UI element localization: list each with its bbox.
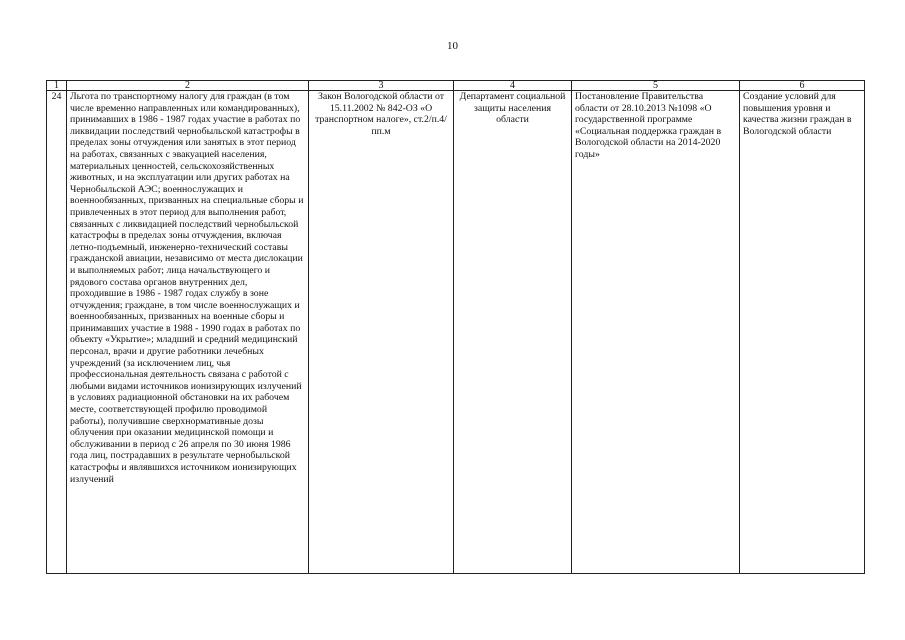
benefits-table <box>46 80 865 574</box>
legal-basis: Закон Вологодской области от 15.11.2002 № 842-ОЗ «О транспортном налоге», ст.2/п.4/пп.м <box>309 91 454 574</box>
header-col-5: 5 <box>572 81 740 91</box>
program-goal: Создание условий для повышения уровня и качества жизни граждан в Вологодской области <box>740 91 865 574</box>
header-col-3: 3 <box>309 81 454 91</box>
benefit-description: Льгота по транспортному налогу для граждан (в том числе временно направленных или командированных), принимавших в 1986 - 1987 годах участие в работах по ликвидации последствий чернобыльской катастрофы в пределах зоны отчуждения или занятых в этот период на работах, связанных с эвакуацией населения, материальных ценностей, сельскохозяйственных животных, и на эксплуатации или других работах на Чернобыльской АЭС; военнослужащих и военнообязанных, призванных на специальные сборы и привлеченных в этот период для выполнения работ, связанных с ликвидацией последствий чернобыльской катастрофы в пределах зоны отчуждения, включая летно-подъемный, инженерно-технический составы гражданской авиации, независимо от места дислокации и выполняемых работ; лица начальствующего и рядового состава органов внутренних дел, проходившие в 1986 - 1987 годах службу в зоне отчуждения; граждане, в том числе военнослужащих и военнообязанных, призванных на военные сборы и принимавших участие в 1988 - 1990 годах в работах по объекту «Укрытие»; младший и средний медицинский персонал, врачи и другие работники лечебных учреждений (за исключением лиц, чья профессиональная деятельность связана с работой с любыми видами источников ионизирующих излучений в условиях радиационной обстановки на их рабочем месте, соответствующей профилю проводимой работы), получившие сверхнормативные дозы облучения при оказании медицинской помощи и обслуживании в период с 26 апреля по 30 июня 1986 года лиц, пострадавших в результате чернобыльской катастрофы и являвшихся источником ионизирующих излучений <box>67 91 309 574</box>
table-header-row <box>47 81 865 91</box>
page-number: 10 <box>447 40 458 52</box>
header-col-2: 2 <box>67 81 309 91</box>
row-number: 24 <box>47 91 67 574</box>
header-col-6: 6 <box>740 81 865 91</box>
table-row <box>47 91 865 574</box>
responsible-department: Департамент социальной защиты населения области <box>454 91 572 574</box>
header-col-1: 1 <box>47 81 67 91</box>
header-col-4: 4 <box>454 81 572 91</box>
state-program: Постановление Правительства области от 28.10.2013 №1098 «О государственной программе «Социальная поддержка граждан в Вологодской области на 2014-2020 годы» <box>572 91 740 574</box>
